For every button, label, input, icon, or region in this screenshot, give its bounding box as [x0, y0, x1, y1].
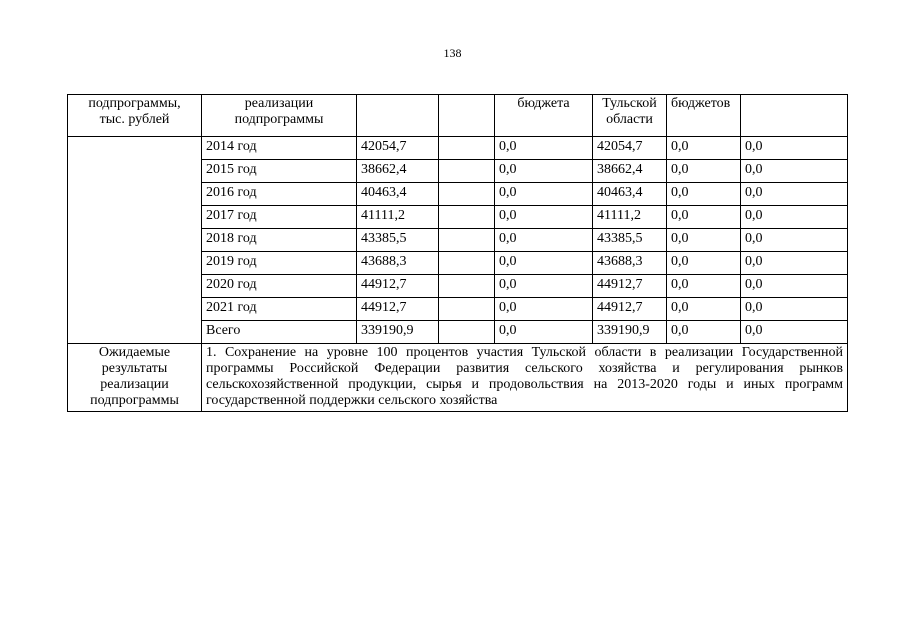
year-cell: 2019 год: [202, 252, 357, 275]
empty-cell: [439, 321, 495, 344]
total-cell: 339190,9: [357, 321, 439, 344]
other-sources-cell: 0,0: [741, 183, 848, 206]
other-sources-cell: 0,0: [741, 275, 848, 298]
total-cell: 40463,4: [357, 183, 439, 206]
regional-budget-cell: 42054,7: [593, 137, 667, 160]
federal-budget-cell: 0,0: [495, 275, 593, 298]
table-header-row: [68, 95, 848, 137]
local-budgets-cell: 0,0: [667, 183, 741, 206]
federal-budget-cell: 0,0: [495, 137, 593, 160]
federal-budget-cell: 0,0: [495, 183, 593, 206]
regional-budget-cell: 43385,5: [593, 229, 667, 252]
other-sources-cell: 0,0: [741, 252, 848, 275]
empty-cell: [439, 160, 495, 183]
empty-cell: [439, 298, 495, 321]
regional-budget-cell: 43688,3: [593, 252, 667, 275]
empty-cell: [439, 275, 495, 298]
year-cell: 2016 год: [202, 183, 357, 206]
total-cell: 43688,3: [357, 252, 439, 275]
header-cell-local-budgets: бюджетов: [667, 95, 741, 137]
total-cell: 44912,7: [357, 275, 439, 298]
table-row: [68, 137, 848, 160]
empty-cell: [439, 206, 495, 229]
empty-cell: [439, 252, 495, 275]
year-cell: 2017 год: [202, 206, 357, 229]
year-cell: 2021 год: [202, 298, 357, 321]
federal-budget-cell: 0,0: [495, 160, 593, 183]
header-cell-funding-source: подпрограммы, тыс. рублей: [68, 95, 202, 137]
header-cell-total: [357, 95, 439, 137]
regional-budget-cell: 38662,4: [593, 160, 667, 183]
total-cell: 42054,7: [357, 137, 439, 160]
local-budgets-cell: 0,0: [667, 321, 741, 344]
year-cell: 2014 год: [202, 137, 357, 160]
funding-source-span-cell: [68, 137, 202, 344]
regional-budget-cell: 41111,2: [593, 206, 667, 229]
local-budgets-cell: 0,0: [667, 137, 741, 160]
other-sources-cell: 0,0: [741, 229, 848, 252]
federal-budget-cell: 0,0: [495, 206, 593, 229]
regional-budget-cell: 339190,9: [593, 321, 667, 344]
other-sources-cell: 0,0: [741, 137, 848, 160]
total-cell: 41111,2: [357, 206, 439, 229]
year-cell: 2020 год: [202, 275, 357, 298]
year-cell: 2015 год: [202, 160, 357, 183]
header-cell-regional-budget: Тульской области: [593, 95, 667, 137]
other-sources-cell: 0,0: [741, 321, 848, 344]
empty-cell: [439, 229, 495, 252]
regional-budget-cell: 40463,4: [593, 183, 667, 206]
header-cell-empty: [439, 95, 495, 137]
year-cell: 2018 год: [202, 229, 357, 252]
empty-cell: [439, 183, 495, 206]
year-cell: Всего: [202, 321, 357, 344]
total-cell: 44912,7: [357, 298, 439, 321]
other-sources-cell: 0,0: [741, 206, 848, 229]
federal-budget-cell: 0,0: [495, 298, 593, 321]
local-budgets-cell: 0,0: [667, 160, 741, 183]
header-cell-other: [741, 95, 848, 137]
regional-budget-cell: 44912,7: [593, 298, 667, 321]
local-budgets-cell: 0,0: [667, 298, 741, 321]
federal-budget-cell: 0,0: [495, 321, 593, 344]
local-budgets-cell: 0,0: [667, 206, 741, 229]
local-budgets-cell: 0,0: [667, 275, 741, 298]
header-cell-federal-budget: бюджета: [495, 95, 593, 137]
total-cell: 43385,5: [357, 229, 439, 252]
expected-results-text: 1. Сохранение на уровне 100 процентов участия Тульской области в реализации Государственной программы Российской Федерации развития сельского хозяйства и регулирования рынков сельскохозяйственной продукции, сырья и продовольствия на 2013-2020 годы и иных программ государственной поддержки сельского хозяйства: [202, 344, 848, 412]
empty-cell: [439, 137, 495, 160]
federal-budget-cell: 0,0: [495, 229, 593, 252]
local-budgets-cell: 0,0: [667, 252, 741, 275]
other-sources-cell: 0,0: [741, 160, 848, 183]
regional-budget-cell: 44912,7: [593, 275, 667, 298]
page-number: 138: [443, 46, 462, 60]
header-cell-implementation: реализации подпрограммы: [202, 95, 357, 137]
total-cell: 38662,4: [357, 160, 439, 183]
local-budgets-cell: 0,0: [667, 229, 741, 252]
budget-table: [67, 94, 848, 412]
federal-budget-cell: 0,0: [495, 252, 593, 275]
expected-results-row: [68, 344, 848, 412]
other-sources-cell: 0,0: [741, 298, 848, 321]
expected-results-label: Ожидаемые результаты реализации подпрограммы: [68, 344, 202, 412]
